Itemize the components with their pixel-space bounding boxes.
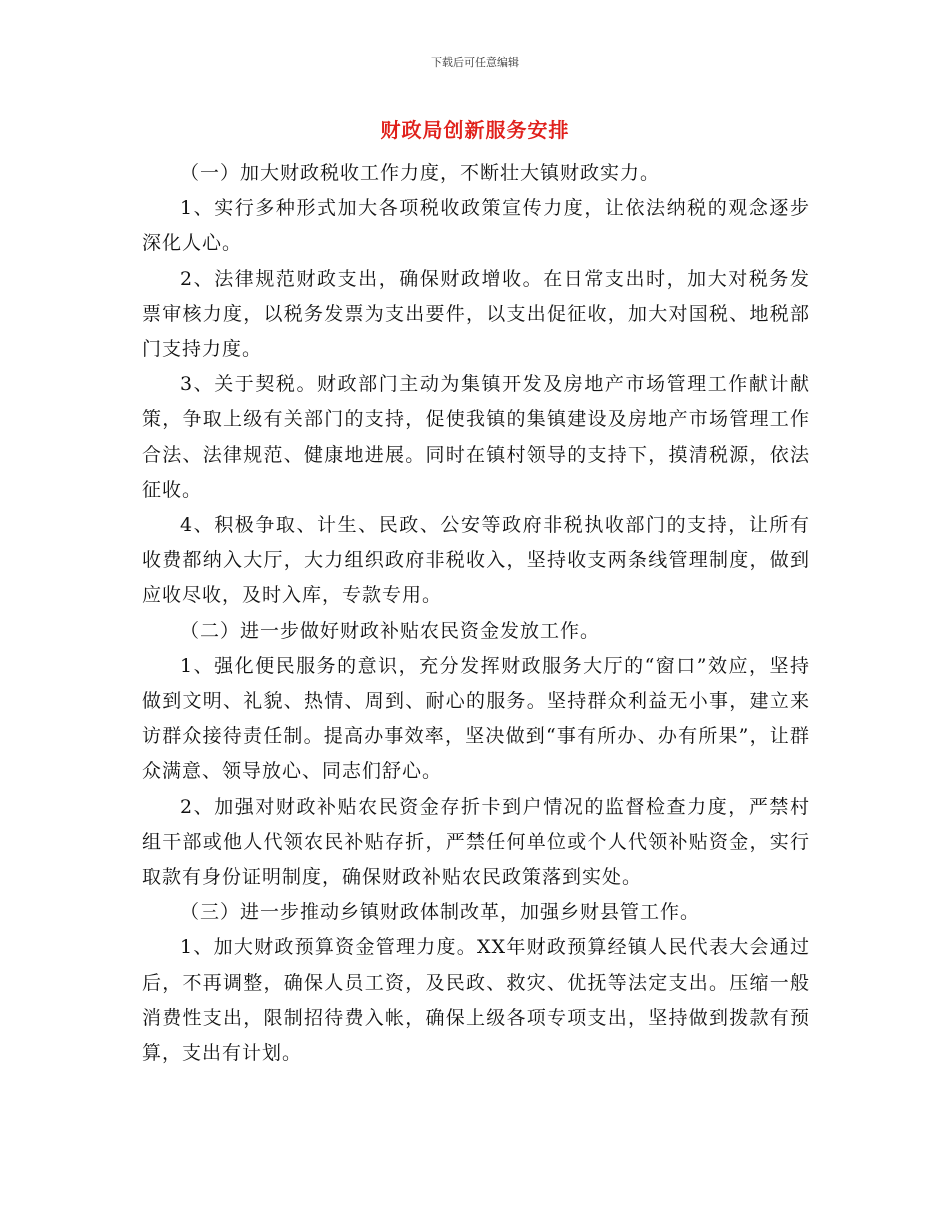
header-note: 下载后可任意编辑: [431, 56, 519, 69]
paragraph: 4、积极争取、计生、民政、公安等政府非税执收部门的支持，让所有收费都纳入大厅，大力组织政府非税收入，坚持收支两条线管理制度，做到应收尽收，及时入库，专款专用。: [142, 514, 810, 607]
paragraph: 2、加强对财政补贴农民资金存折卡到户情况的监督检查力度，严禁村组干部或他人代领农民补贴存折，严禁任何单位或个人代领补贴资金，实行取款有身份证明制度，确保财政补贴农民政策落到实处。: [142, 795, 810, 889]
document-title: 财政局创新服务安排: [380, 118, 570, 142]
paragraph: 1、加大财政预算资金管理力度。XX年财政预算经镇人民代表大会通过后，不再调整，确保人员工资，及民政、救灾、优抚等法定支出。压缩一般消费性支出，限制招待费入帐，确保上级各项专项支出，坚持做到拨款有预算，支出有计划。: [142, 936, 810, 1065]
paragraph: 1、强化便民服务的意识，充分发挥财政服务大厅的“窗口”效应，坚持做到文明、礼貌、热情、周到、耐心的服务。坚持群众利益无小事，建立来访群众接待责任制。提高办事效率，坚决做到“事有所办、办有所果”，让群众满意、领导放心、同志们舒心。: [142, 654, 810, 783]
section-heading-1: （一）加大财政税收工作力度，不断壮大镇财政实力。: [180, 162, 661, 184]
paragraph: 1、实行多种形式加大各项税收政策宣传力度，让依法纳税的观念逐步深化人心。: [142, 197, 810, 255]
section-heading-2: （二）进一步做好财政补贴农民资金发放工作。: [180, 619, 601, 642]
document-body: [142, 156, 810, 1071]
paragraph: 2、法律规范财政支出，确保财政增收。在日常支出时，加大对税务发票审核力度，以税务发票为支出要件，以支出促征收，加大对国税、地税部门支持力度。: [142, 267, 810, 361]
paragraph: 3、关于契税。财政部门主动为集镇开发及房地产市场管理工作献计献策，争取上级有关部门的支持，促使我镇的集镇建设及房地产市场管理工作合法、法律规范、健康地进展。同时在镇村领导的支持下，摸清税源，依法征收。: [142, 373, 810, 501]
section-heading-3: （三）进一步推动乡镇财政体制改革，加强乡财县管工作。: [180, 901, 701, 924]
